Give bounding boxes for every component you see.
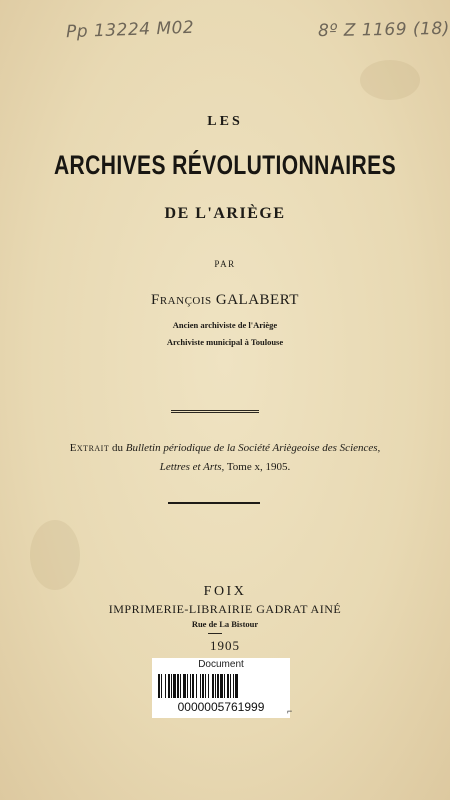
bulletin-title: Bulletin périodique de la Société Ariègeoise des Sciences, [125, 442, 381, 454]
paper-stain [30, 520, 80, 590]
barcode-label: Document [152, 658, 290, 672]
divider-rule-bold [168, 502, 260, 504]
author-credential-2: Archiviste municipal à Toulouse [166, 337, 284, 347]
subtitle: DE L'ARIÈGE [164, 205, 286, 222]
bulletin-title-cont: Lettres et Arts, [159, 461, 225, 473]
imprint-city: FOIX [203, 584, 247, 599]
divider-rule [171, 410, 259, 413]
tome-info: Tome x, 1905. [224, 461, 291, 473]
imprint-street: Rue de La Bistour [191, 619, 259, 629]
title-les: LES [207, 114, 243, 129]
extract-line-2 [0, 461, 450, 473]
small-rule [208, 633, 222, 634]
extrait-word: Extrait [69, 442, 110, 454]
par-label: PAR [214, 259, 236, 269]
barcode-bars [158, 674, 284, 698]
paper-stain [360, 60, 420, 100]
handwritten-shelfmark-left: Pp 13224 M02 [65, 17, 195, 43]
barcode-number: 0000005761999 [177, 700, 265, 714]
extract-du: du [109, 442, 126, 454]
author-credential-1: Ancien archiviste de l'Ariège [172, 320, 278, 330]
extract-line-1 [0, 442, 450, 454]
imprint-year: 1905 [210, 638, 240, 653]
main-title: ARCHIVES RÉVOLUTIONNAIRES [53, 150, 397, 180]
handwritten-shelfmark-right: 8º Z 1169 (18) [317, 18, 450, 42]
barcode-sticker [152, 672, 293, 718]
imprint-printer: IMPRIMERIE-LIBRAIRIE GADRAT AINÉ [108, 602, 342, 616]
corner-mark: ⌐ [287, 706, 293, 716]
author-name: François GALABERT [151, 292, 299, 308]
